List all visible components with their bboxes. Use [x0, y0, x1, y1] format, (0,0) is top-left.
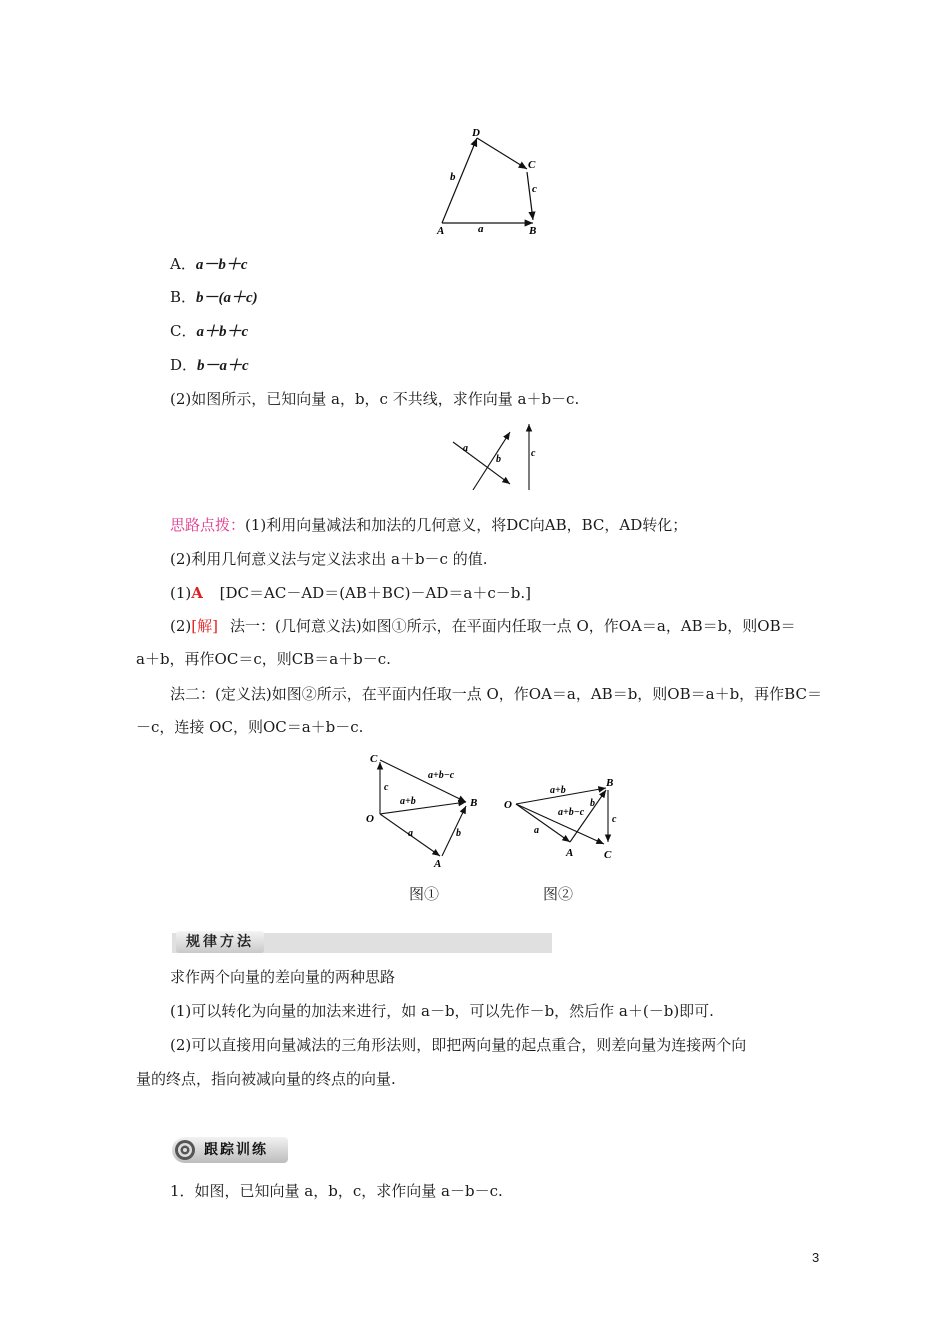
vec-a-label: a [463, 443, 468, 454]
fig2-label-abc: a+b−c [558, 807, 585, 818]
figure-2-caption: 图② [543, 885, 574, 903]
fig1-label-c: c [384, 782, 389, 793]
method-line-1: 求作两个向量的差向量的两种思路 [170, 968, 396, 986]
vectors-figure [445, 420, 550, 496]
method-heading: 规律方法 [176, 931, 264, 953]
option-c: C．a＋b＋c [170, 322, 249, 340]
fig2-label-C: C [604, 849, 612, 861]
fig2-label-ab: a+b [550, 785, 566, 796]
fig1-label-b: b [456, 828, 461, 839]
fig2-label-a: a [534, 825, 539, 836]
fig1-label-a: a [408, 828, 413, 839]
vec-b-label: b [496, 454, 501, 465]
answer-2-line-1: (2)[解] 法一：(几何意义法)如图①所示，在平面内任取一点 O，作OA＝a，AB＝b，则OB＝ [170, 617, 796, 635]
option-a: A．a－b＋c [170, 255, 248, 273]
fig2-label-B: B [606, 777, 614, 789]
fig1-label-C: C [370, 753, 378, 765]
label-D: D [472, 127, 480, 139]
page-number: 3 [812, 1250, 820, 1265]
method-line-3: (2)可以直接用向量减法的三角形法则，即把两向量的起点重合，则差向量为连接两个向 [170, 1036, 747, 1054]
hint-line-1: 思路点拨：(1)利用向量减法和加法的几何意义，将DC向AB，BC，AD转化； [170, 516, 688, 534]
hint-line-2: (2)利用几何意义法与定义法求出 a＋b－c 的值. [170, 550, 488, 568]
answer-1: (1)A [DC＝AC－AD＝(AB＋BC)－AD＝a＋c－b.] [170, 584, 531, 602]
fig1-label-B: B [470, 797, 478, 809]
method-line-4: 量的终点，指向被减向量的终点的向量. [136, 1070, 396, 1088]
fig1-label-abc: a+b−c [428, 770, 455, 781]
fig1-label-A: A [434, 858, 442, 870]
label-B: B [529, 225, 537, 237]
label-C: C [528, 159, 536, 171]
vec-c-label: c [531, 448, 536, 459]
answer-2-line-4: －c，连接 OC，则OC＝a＋b－c. [136, 718, 364, 736]
practice-heading: 跟踪训练 [204, 1142, 268, 1158]
fig2-label-O: O [504, 799, 512, 811]
label-b: b [450, 171, 456, 183]
method-line-2: (1)可以转化为向量的加法来进行，如 a－b，可以先作－b，然后作 a＋(－b)即可. [170, 1002, 714, 1020]
fig2-label-b: b [590, 798, 595, 809]
practice-question-1: 1．如图，已知向量 a，b，c，求作向量 a－b－c. [170, 1182, 503, 1200]
figure-1 [362, 748, 492, 873]
answer-2-line-3: 法二：(定义法)如图②所示，在平面内任取一点 O，作OA＝a，AB＝b，则OB＝a＋b，再作BC＝ [170, 685, 822, 703]
fig2-label-c: c [612, 814, 617, 825]
label-a: a [478, 223, 484, 235]
figure-1-caption: 图① [409, 885, 440, 903]
target-icon [174, 1139, 196, 1161]
quadrilateral-figure [430, 122, 550, 240]
question-2: (2)如图所示，已知向量 a，b，c 不共线，求作向量 a＋b－c. [170, 390, 580, 408]
answer-2-line-2: a＋b，再作OC＝c，则CB＝a＋b－c. [136, 650, 391, 668]
option-b: B．b－(a＋c) [170, 288, 258, 306]
option-d: D．b－a＋c [170, 356, 249, 374]
figure-2 [502, 770, 627, 865]
label-A: A [437, 225, 445, 237]
fig1-label-ab: a+b [400, 796, 416, 807]
fig1-label-O: O [366, 813, 374, 825]
fig2-label-A: A [566, 847, 574, 859]
label-c: c [532, 183, 537, 195]
